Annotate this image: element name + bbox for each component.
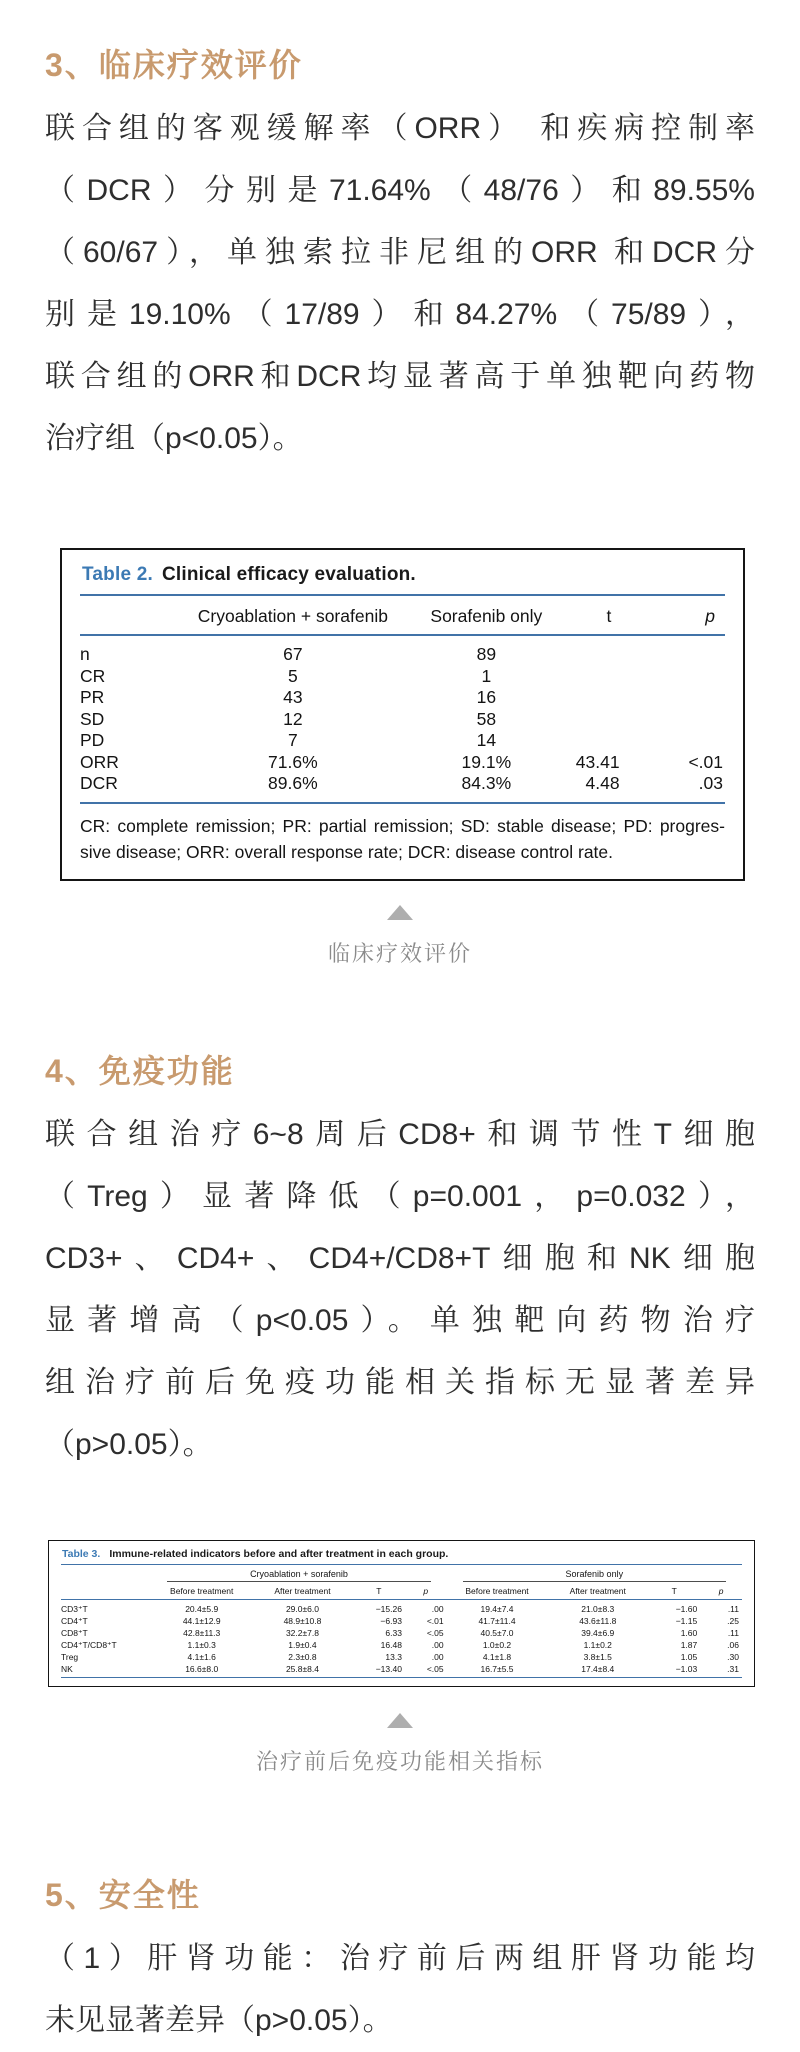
table-cell: 1.05	[680, 1651, 698, 1662]
figure-2-caption	[45, 1713, 755, 1776]
table-2-header-t: t	[570, 596, 647, 635]
table-2-header-sorafenib: Sorafenib only	[403, 596, 571, 635]
table-2-title	[80, 562, 725, 596]
table-cell: CD8⁺T	[61, 1627, 88, 1638]
table-row	[61, 1599, 742, 1615]
table-cell: 17.4±8.4	[547, 1663, 648, 1678]
table-3-figure	[48, 1540, 755, 1687]
table-3-subheader: T	[353, 1582, 405, 1600]
paragraph-line: 组治疗前后免疫功能相关指标无显著差异	[45, 1365, 755, 1399]
table-row	[80, 773, 725, 803]
table-cell: −1.60	[675, 1603, 698, 1614]
table-2-header-combo: Cryoablation + sorafenib	[183, 596, 402, 635]
table-cell: .30	[727, 1651, 739, 1662]
table-cell: 58	[476, 708, 497, 729]
section-5-paragraph	[45, 1928, 755, 2052]
table-row	[80, 635, 725, 666]
table-cell: .03	[648, 773, 725, 803]
table-3-subheader: p	[700, 1582, 742, 1600]
table-cell: CD4⁺T	[61, 1615, 88, 1626]
table-3-subheader: After treatment	[252, 1582, 353, 1600]
table-cell: −1.15	[675, 1615, 698, 1626]
table-cell	[570, 709, 647, 731]
table-cell: n	[80, 644, 90, 664]
table-cell: 39.4±6.9	[581, 1627, 615, 1638]
table-cell: 16	[476, 687, 497, 707]
section-3-heading: 3、临床疗效评价	[45, 47, 303, 83]
table-cell: 13.3	[385, 1651, 402, 1662]
table-cell: 25.8±8.4	[252, 1663, 353, 1678]
table-cell: 43.6±11.8	[579, 1615, 617, 1626]
table-cell: PD	[80, 730, 105, 750]
table-cell: 16.48	[380, 1639, 402, 1650]
table-cell: 7	[287, 730, 298, 750]
table-2-figure	[60, 548, 745, 881]
paragraph-line: （p>0.05）。	[45, 1427, 213, 1461]
table-cell: 21.0±8.3	[581, 1603, 615, 1614]
table-cell: CD3⁺T	[61, 1603, 88, 1614]
table-cell: 41.7±11.4	[478, 1615, 516, 1626]
table-cell: <.05	[405, 1663, 447, 1678]
table-cell: −1.03	[648, 1663, 700, 1678]
table-cell: 1.9±0.4	[288, 1639, 317, 1650]
paragraph-line: 显著增高（p<0.05）。单独靶向药物治疗	[45, 1303, 755, 1337]
table-3-subheader-row	[61, 1582, 742, 1600]
table-cell: DCR	[80, 773, 183, 803]
table-cell: .00	[431, 1603, 444, 1614]
paragraph-line: 联合组治疗6~8周后CD8+和调节性T细胞	[45, 1117, 755, 1151]
table-cell: 5	[287, 665, 298, 686]
table-3-title	[61, 1547, 742, 1565]
table-2-header-row	[80, 596, 725, 635]
table-cell: 1	[481, 665, 492, 686]
table-cell: 71.6%	[268, 751, 318, 772]
table-cell	[648, 635, 725, 666]
table-row	[61, 1627, 742, 1639]
table-2-footnote	[80, 813, 725, 865]
table-cell: 4.1±1.6	[187, 1651, 216, 1662]
table-cell	[570, 635, 647, 666]
paragraph-line: 联合组的ORR和DCR均显著高于单独靶向药物	[45, 360, 755, 393]
section-3-paragraph	[45, 98, 755, 470]
table-cell: CD4⁺T/CD8⁺T	[61, 1639, 117, 1650]
table-3-group-header-row	[61, 1565, 742, 1582]
footnote-line: CR: complete remission; PR: partial remission; SD: stable disease; PD: progres-	[80, 815, 725, 836]
table-cell	[570, 730, 647, 752]
table-cell: 12	[283, 708, 303, 729]
figure-1-caption	[45, 905, 755, 968]
table-3-group-empty	[61, 1565, 151, 1582]
table-cell: .00	[431, 1639, 444, 1650]
table-cell: <.01	[426, 1615, 444, 1626]
table-cell: 1.1±0.2	[583, 1639, 612, 1650]
table-cell: 44.1±12.9	[182, 1615, 221, 1626]
table-2-label: Table 2.	[82, 564, 153, 585]
table-cell: SD	[80, 708, 105, 729]
table-3-group-sorafenib	[447, 1565, 742, 1582]
table-cell: 4.1±1.8	[482, 1651, 512, 1662]
table-cell: 6.33	[385, 1627, 402, 1638]
table-row	[80, 709, 725, 731]
table-cell: .31	[700, 1663, 742, 1678]
table-cell: 32.2±7.8	[285, 1627, 319, 1638]
table-cell	[570, 666, 647, 688]
table-3-label: Table 3.	[62, 1547, 101, 1560]
table-2-header-empty	[80, 596, 183, 635]
table-row	[61, 1615, 742, 1627]
table-cell: NK	[61, 1663, 151, 1678]
table-cell: 16.7±5.5	[447, 1663, 548, 1678]
table-row	[61, 1651, 742, 1663]
table-cell: 84.3%	[403, 773, 571, 803]
table-3-subheader: Before treatment	[447, 1582, 548, 1600]
table-cell	[570, 687, 647, 709]
table-cell: 19.4±7.4	[480, 1603, 514, 1614]
table-cell: .11	[727, 1627, 739, 1638]
table-row	[80, 752, 725, 774]
paragraph-line: 未见显著差异（p>0.05）。	[45, 2003, 393, 2037]
table-3-group-combo	[151, 1565, 446, 1582]
table-cell: 1.1±0.3	[187, 1639, 216, 1650]
table-cell: 16.6±8.0	[151, 1663, 252, 1678]
table-cell: 20.4±5.9	[185, 1603, 219, 1614]
paragraph-line: （Treg）显著降低（p=0.001，p=0.032），	[45, 1179, 755, 1213]
table-cell: PR	[80, 687, 105, 707]
table-cell: −15.26	[375, 1603, 402, 1614]
table-cell: 43	[283, 687, 303, 707]
table-cell: −13.40	[353, 1663, 405, 1678]
table-cell	[648, 687, 725, 709]
table-3-subheader: p	[405, 1582, 447, 1600]
paragraph-line: 别是19.10%（17/89）和84.27%（75/89），	[45, 298, 755, 331]
table-cell: Treg	[61, 1651, 79, 1662]
table-cell: 2.3±0.8	[288, 1651, 317, 1662]
table-cell: .25	[727, 1615, 739, 1626]
table-3-title-text: Immune-related indicators before and after treatment in each group.	[109, 1547, 449, 1560]
table-cell: 3.8±1.5	[583, 1651, 612, 1662]
table-cell: 14	[476, 730, 497, 750]
table-3-subheader-empty	[61, 1582, 151, 1600]
table-cell: .11	[727, 1603, 739, 1614]
table-cell: CR	[80, 665, 106, 686]
table-cell	[648, 730, 725, 752]
table-cell: ORR	[80, 751, 119, 772]
table-cell	[648, 709, 725, 731]
paragraph-line: （60/67），单独索拉非尼组的ORR 和DCR分	[45, 236, 755, 269]
triangle-up-icon	[387, 905, 413, 920]
table-cell: 1.60	[680, 1627, 698, 1638]
table-cell: 67	[283, 644, 303, 664]
paragraph-line: 治疗组（p<0.05）。	[45, 422, 303, 455]
table-2	[80, 596, 725, 804]
footnote-line: sive disease; ORR: overall response rate; DCR: disease control rate.	[80, 841, 614, 862]
group-header-label: Cryoablation + sorafenib	[167, 1569, 430, 1582]
section-4-heading: 4、免疫功能	[45, 1052, 235, 1089]
table-cell: 4.48	[570, 773, 647, 803]
table-cell: <.05	[426, 1627, 444, 1638]
paragraph-line: 联合组的客观缓解率（ORR） 和疾病控制率	[45, 112, 755, 145]
table-cell: 89	[476, 644, 497, 664]
table-row	[61, 1639, 742, 1651]
table-3-subheader: Before treatment	[151, 1582, 252, 1600]
figure-2-caption-text: 治疗前后免疫功能相关指标	[255, 1748, 544, 1774]
table-cell: 19.1%	[461, 751, 512, 772]
table-cell: 43.41	[575, 751, 620, 772]
table-cell: 29.0±6.0	[285, 1603, 319, 1614]
table-cell: <.01	[688, 751, 723, 772]
table-3	[61, 1565, 742, 1678]
table-3-subheader: After treatment	[547, 1582, 648, 1600]
paragraph-line: （DCR）分别是71.64%（48/76）和89.55%	[45, 174, 755, 207]
figure-1-caption-text: 临床疗效评价	[327, 940, 472, 966]
table-3-subheader: T	[648, 1582, 700, 1600]
paragraph-line: CD3+、CD4+、CD4+/CD8+T细胞和NK细胞	[45, 1241, 755, 1275]
table-row	[80, 730, 725, 752]
table-cell: 48.9±10.8	[283, 1615, 322, 1626]
table-cell: 1.87	[680, 1639, 698, 1650]
group-header-label: Sorafenib only	[463, 1569, 726, 1582]
table-2-header-p: p	[648, 596, 725, 635]
triangle-up-icon	[387, 1713, 413, 1728]
table-row	[61, 1663, 742, 1678]
table-cell: 89.6%	[183, 773, 402, 803]
table-cell: 42.8±11.3	[183, 1627, 221, 1638]
table-row	[80, 666, 725, 688]
table-2-title-text: Clinical efficacy evaluation.	[161, 564, 416, 585]
table-cell: .06	[727, 1639, 739, 1650]
table-cell: 1.0±0.2	[482, 1639, 512, 1650]
table-cell	[648, 666, 725, 688]
paragraph-line: （1）肝肾功能：治疗前后两组肝肾功能均	[45, 1941, 755, 1975]
table-row	[80, 687, 725, 709]
table-cell: .00	[431, 1651, 444, 1662]
section-5-heading: 5、安全性	[45, 1876, 201, 1913]
table-cell: 40.5±7.0	[480, 1627, 514, 1638]
table-cell: −6.93	[380, 1615, 402, 1626]
section-4-paragraph	[45, 1104, 755, 1476]
